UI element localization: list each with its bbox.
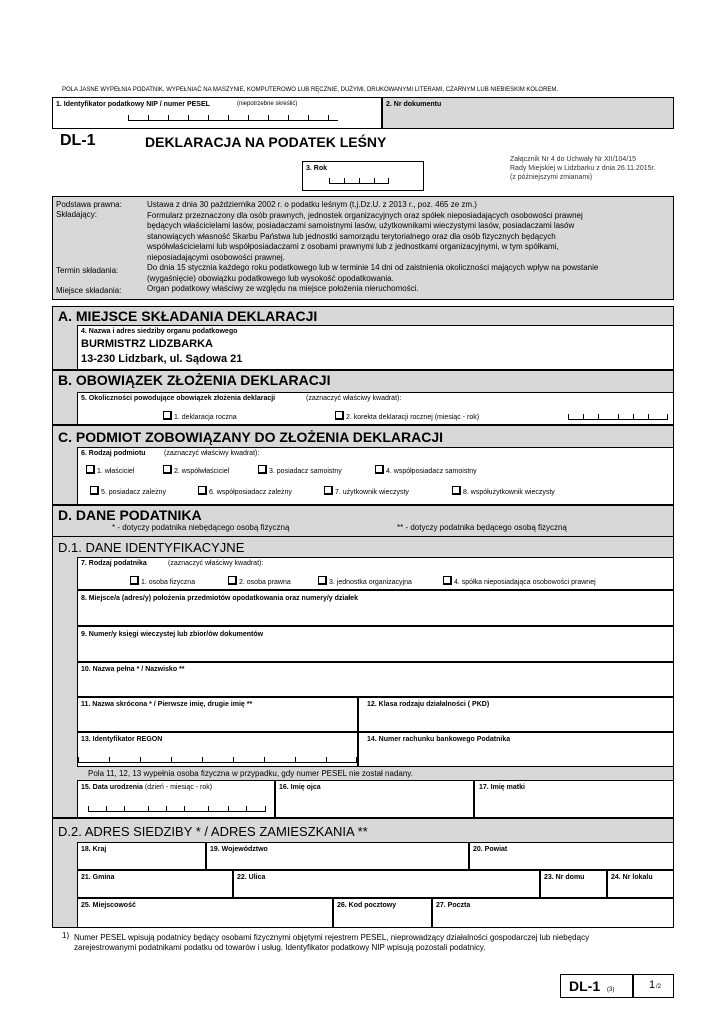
field-taxpayer-type [77,557,674,590]
checkbox-icon[interactable] [198,486,207,495]
field-voivodeship-label: 19. Województwo [210,846,268,853]
field-birth-date-note: (dzień - miesiąc - rok) [144,784,213,791]
divider [52,536,674,537]
d2-title: D.2. ADRES SIEDZIBY * / ADRES ZAMIESZKANIA ** [58,824,368,839]
entity-option-2[interactable] [163,465,229,475]
filer-text: nieposiadającymi osobowości prawnej. [147,252,285,262]
field-nip-note: (niepotrzebne skreślić) [237,101,298,107]
field-post-office[interactable] [432,898,674,928]
section-b-title: B. OBOWIĄZEK ZŁOŻENIA DEKLARACJI [58,372,331,388]
annex-note [510,155,655,182]
entity-option-label: 1. właściciel [97,468,135,475]
field-bank-account[interactable] [358,732,674,767]
checkbox-icon[interactable] [443,576,452,585]
tax-office-name: BURMISTRZ LIDZBARKA [81,338,213,350]
field-mother-name[interactable] [474,780,674,818]
field-year[interactable] [302,161,424,191]
field-birth-date-label [81,784,212,791]
entity-option-label: 6. współposiadacz zależny [209,489,292,496]
checkbox-icon[interactable] [163,411,172,420]
option-annual-label: 1. deklaracja roczna [174,414,237,421]
deadline-label: Termin składania: [56,266,119,275]
field-street[interactable] [233,870,540,898]
field-regon-label: 13. Identyfikator REGON [81,736,163,743]
footer-code: DL-1 [569,978,601,994]
field-pkd[interactable] [358,697,674,732]
field-short-name[interactable] [77,697,358,732]
field-house-number-label: 23. Nr domu [544,874,585,881]
field-taxpayer-note: (zaznaczyć właściwy kwadrat): [168,560,264,567]
taxpayer-option-1[interactable] [130,576,195,586]
filer-text: będących właścicielami lasów, posiadaczami samoistnymi lasów, użytkownikami wieczystymi lasów, posiadaczami lasów [147,221,575,230]
section-d-title: D. DANE PODATNIKA [58,507,202,523]
field-house-number[interactable] [540,870,607,898]
entity-option-5[interactable] [90,486,166,496]
field-locality-label: 25. Miejscowość [81,902,136,909]
entity-option-label: 3. posiadacz samoistny [269,468,342,475]
field-obligation-note: (zaznaczyć właściwy kwadrat): [306,395,402,402]
entity-option-label: 7. użytkownik wieczysty [335,489,409,496]
field-entity-note: (zaznaczyć właściwy kwadrat): [164,450,260,457]
field-land-register-label: 9. Numer/y księgi wieczystej lub zbior/ów dokumentów [81,631,264,638]
taxpayer-option-3[interactable] [318,576,412,586]
field-bank-account-label: 14. Numer rachunku bankowego Podatnika [367,736,511,743]
field-year-label: 3. Rok [306,165,328,172]
deadline-text: Do dnia 15 stycznia każdego roku podatkowego lub w terminie 14 dni od zaistnienia okoliczności mających wpływ na powstanie [147,263,599,272]
checkbox-icon[interactable] [258,465,267,474]
footer-code-sup: (3) [607,987,615,993]
field-father-name-label: 16. Imię ojca [279,784,321,791]
checkbox-icon[interactable] [375,465,384,474]
section-c-title: C. PODMIOT ZOBOWIĄZANY DO ZŁOŻENIA DEKLARACJI [58,429,443,445]
taxpayer-option-label: 3. jednostka organizacyjna [329,579,412,586]
annex-line3: (z późniejszymi zmianami) [510,174,593,181]
field-property-location[interactable] [77,590,674,626]
taxpayer-option-label: 2. osoba prawna [239,579,291,586]
entity-option-4[interactable] [375,465,477,475]
field-street-label: 22. Ulica [237,874,266,881]
field-obligation [77,392,674,425]
field-mother-name-label: 17. Imię matki [479,784,525,791]
legal-basis-box [52,196,674,300]
field-county-label: 20. Powiat [473,846,508,853]
field-entity-type [77,447,674,505]
form-code: DL-1 [60,132,96,149]
checkbox-icon[interactable] [86,465,95,474]
field-country-label: 18. Kraj [81,846,107,853]
field-father-name[interactable] [275,780,474,818]
field-birth-date-title: 15. Data urodzenia [81,784,143,791]
field-locality[interactable] [77,898,333,928]
option-correction[interactable] [335,411,479,421]
basis-label: Podstawa prawna: [56,200,122,209]
checkbox-icon[interactable] [130,576,139,585]
place-text: Organ podatkowy właściwy ze względu na miejsce położenia nieruchomości. [147,284,419,293]
field-doc-number-label: 2. Nr dokumentu [386,101,442,108]
checkbox-icon[interactable] [324,486,333,495]
basis-text: Ustawa z dnia 30 października 2002 r. o podatku leśnym (t.j.Dz.U. z 2013 r., poz. 465 ze zm.) [147,200,477,209]
place-label: Miejsce składania: [56,286,122,295]
footnote [74,933,674,953]
field-postal-code-label: 26. Kod pocztowy [337,902,397,909]
deadline-text: (wygaśnięcie) obowiązku podatkowego lub wysokość opodatkowania. [147,273,394,283]
entity-option-label: 5. posiadacz zależny [101,489,166,496]
birth-date-ticks [88,807,266,812]
filer-text: Formularz przeznaczony dla osób prawnych, jednostek organizacyjnych oraz spółek nieposiadających osobowości prawnej [147,210,583,220]
field-commune[interactable] [77,870,233,898]
entity-option-label: 2. współwłaściciel [174,468,230,475]
checkbox-icon[interactable] [452,486,461,495]
field-nip-label: 1. Identyfikator podatkowy NIP / numer PESEL [56,101,210,108]
field-taxpayer-label: 7. Rodzaj podatnika [81,560,147,567]
d1-title: D.1. DANE IDENTYFIKACYJNE [58,540,245,555]
form-title: DEKLARACJA NA PODATEK LEŚNY [145,134,387,150]
regon-digit-ticks [78,758,357,763]
footnote-line2: zarejestrowanymi podatnikami podatku od towarów i usług. Identyfikator podatkowy NIP wpisują pozostali podatnicy. [74,943,486,952]
field-land-register[interactable] [77,626,674,662]
checkbox-icon[interactable] [318,576,327,585]
field-county[interactable] [469,842,674,870]
entity-option-6[interactable] [198,486,292,496]
field-flat-number[interactable] [607,870,674,898]
field-doc-number [382,97,674,129]
field-country[interactable] [77,842,206,870]
field-tax-office-label: 4. Nazwa i adres siedziby organu podatkowego [81,328,238,335]
field-property-location-label: 8. Miejsce/a (adres/y) położenia przedmiotów opodatkowania oraz numery/y działek [81,595,358,602]
entity-option-7[interactable] [324,486,409,496]
correction-date-ticks [568,415,668,420]
taxpayer-option-2[interactable] [228,576,291,586]
filer-text: współwłaścicielami lub współposiadaczami z osobami prawnymi lub z jednostkami organizacyjnymi, w tym spółkami, [147,242,559,251]
checkbox-icon[interactable] [90,486,99,495]
checkbox-icon[interactable] [335,411,344,420]
taxpayer-option-label: 1. osoba fizyczna [141,579,196,586]
option-correction-label: 2. korekta deklaracji rocznej (miesiąc - rok) [346,414,480,421]
checkbox-icon[interactable] [163,465,172,474]
tax-office-address: 13-230 Lidzbark, ul. Sądowa 21 [81,353,243,365]
taxpayer-option-label: 4. spółka nieposiadająca osobowości prawnej [454,579,596,586]
annex-line1: Załącznik Nr 4 do Uchwały Nr XII/104/15 [510,156,637,163]
entity-option-8[interactable] [452,486,555,496]
field-birth-date[interactable] [77,780,275,818]
field-postal-code[interactable] [333,898,432,928]
taxpayer-option-4[interactable] [443,576,596,586]
note-legal-entity: * - dotyczy podatnika niebędącego osobą fizyczną [112,523,290,532]
option-annual[interactable] [163,411,237,421]
top-note: POLA JASNE WYPEŁNIA PODATNIK. WYPEŁNIAĆ NA MASZYNIE, KOMPUTEROWO LUB RĘCZNIE, DUŻYMI, DRUKOWANYMI LITERAMI, CZARNYM LUB NIEBIESKIM KOLOREM. [62,87,559,93]
annex-line2: Rady Miejskiej w Lidzbarku z dnia 26.11.2015r. [510,165,656,172]
field-nip-pesel[interactable] [52,97,382,129]
field-full-name-label: 10. Nazwa pełna * / Nazwisko ** [81,666,185,673]
field-post-office-label: 27. Poczta [436,902,471,909]
entity-option-3[interactable] [258,465,342,475]
note-natural-person: ** - dotyczy podatnika będącego osobą fizyczną [397,523,567,532]
entity-option-label: 4. współposiadacz samoistny [386,468,477,475]
field-voivodeship[interactable] [206,842,469,870]
field-regon[interactable] [77,732,358,767]
field-full-name[interactable] [77,662,674,697]
page-number: 1 [649,979,656,991]
entity-option-label: 8. współużytkownik wieczysty [463,489,555,496]
field-flat-number-label: 24. Nr lokalu [611,874,653,881]
field-commune-label: 21. Gmina [81,874,115,881]
page-total: /2 [656,984,662,990]
footer-page-number [633,974,674,998]
field-obligation-label: 5. Okoliczności powodujące obowiązek złożenia deklaracji [81,395,276,402]
field-pkd-label: 12. Klasa rodzaju działalności ( PKD) [367,701,490,708]
nip-digit-ticks [128,116,338,121]
footer-form-code [560,974,633,998]
footnote-line1: Numer PESEL wpisują podatnicy będący osobami fizycznymi objętymi rejestrem PESEL, nieprowadzący działalności gospodarczej lub niebędący [74,933,590,942]
year-digit-ticks [329,179,389,184]
filer-text: stanowiących własność Skarbu Państwa lub jednostki samorządu terytorialnego oraz dla osób fizycznych będących [147,231,556,241]
legal-text [147,200,669,295]
checkbox-icon[interactable] [228,576,237,585]
entity-option-1[interactable] [86,465,134,475]
field-tax-office [77,325,674,370]
note-fields-11-13: Pola 11, 12, 13 wypełnia osoba fizyczna w przypadku, gdy numer PESEL nie został nadany. [88,769,413,778]
field-entity-label: 6. Rodzaj podmiotu [81,450,146,457]
footnote-marker: 1) [62,931,70,940]
filer-label: Składający: [56,210,97,219]
field-short-name-label: 11. Nazwa skrócona * / Pierwsze imię, drugie imię ** [81,701,253,708]
section-a-title: A. MIEJSCE SKŁADANIA DEKLARACJI [58,308,318,324]
